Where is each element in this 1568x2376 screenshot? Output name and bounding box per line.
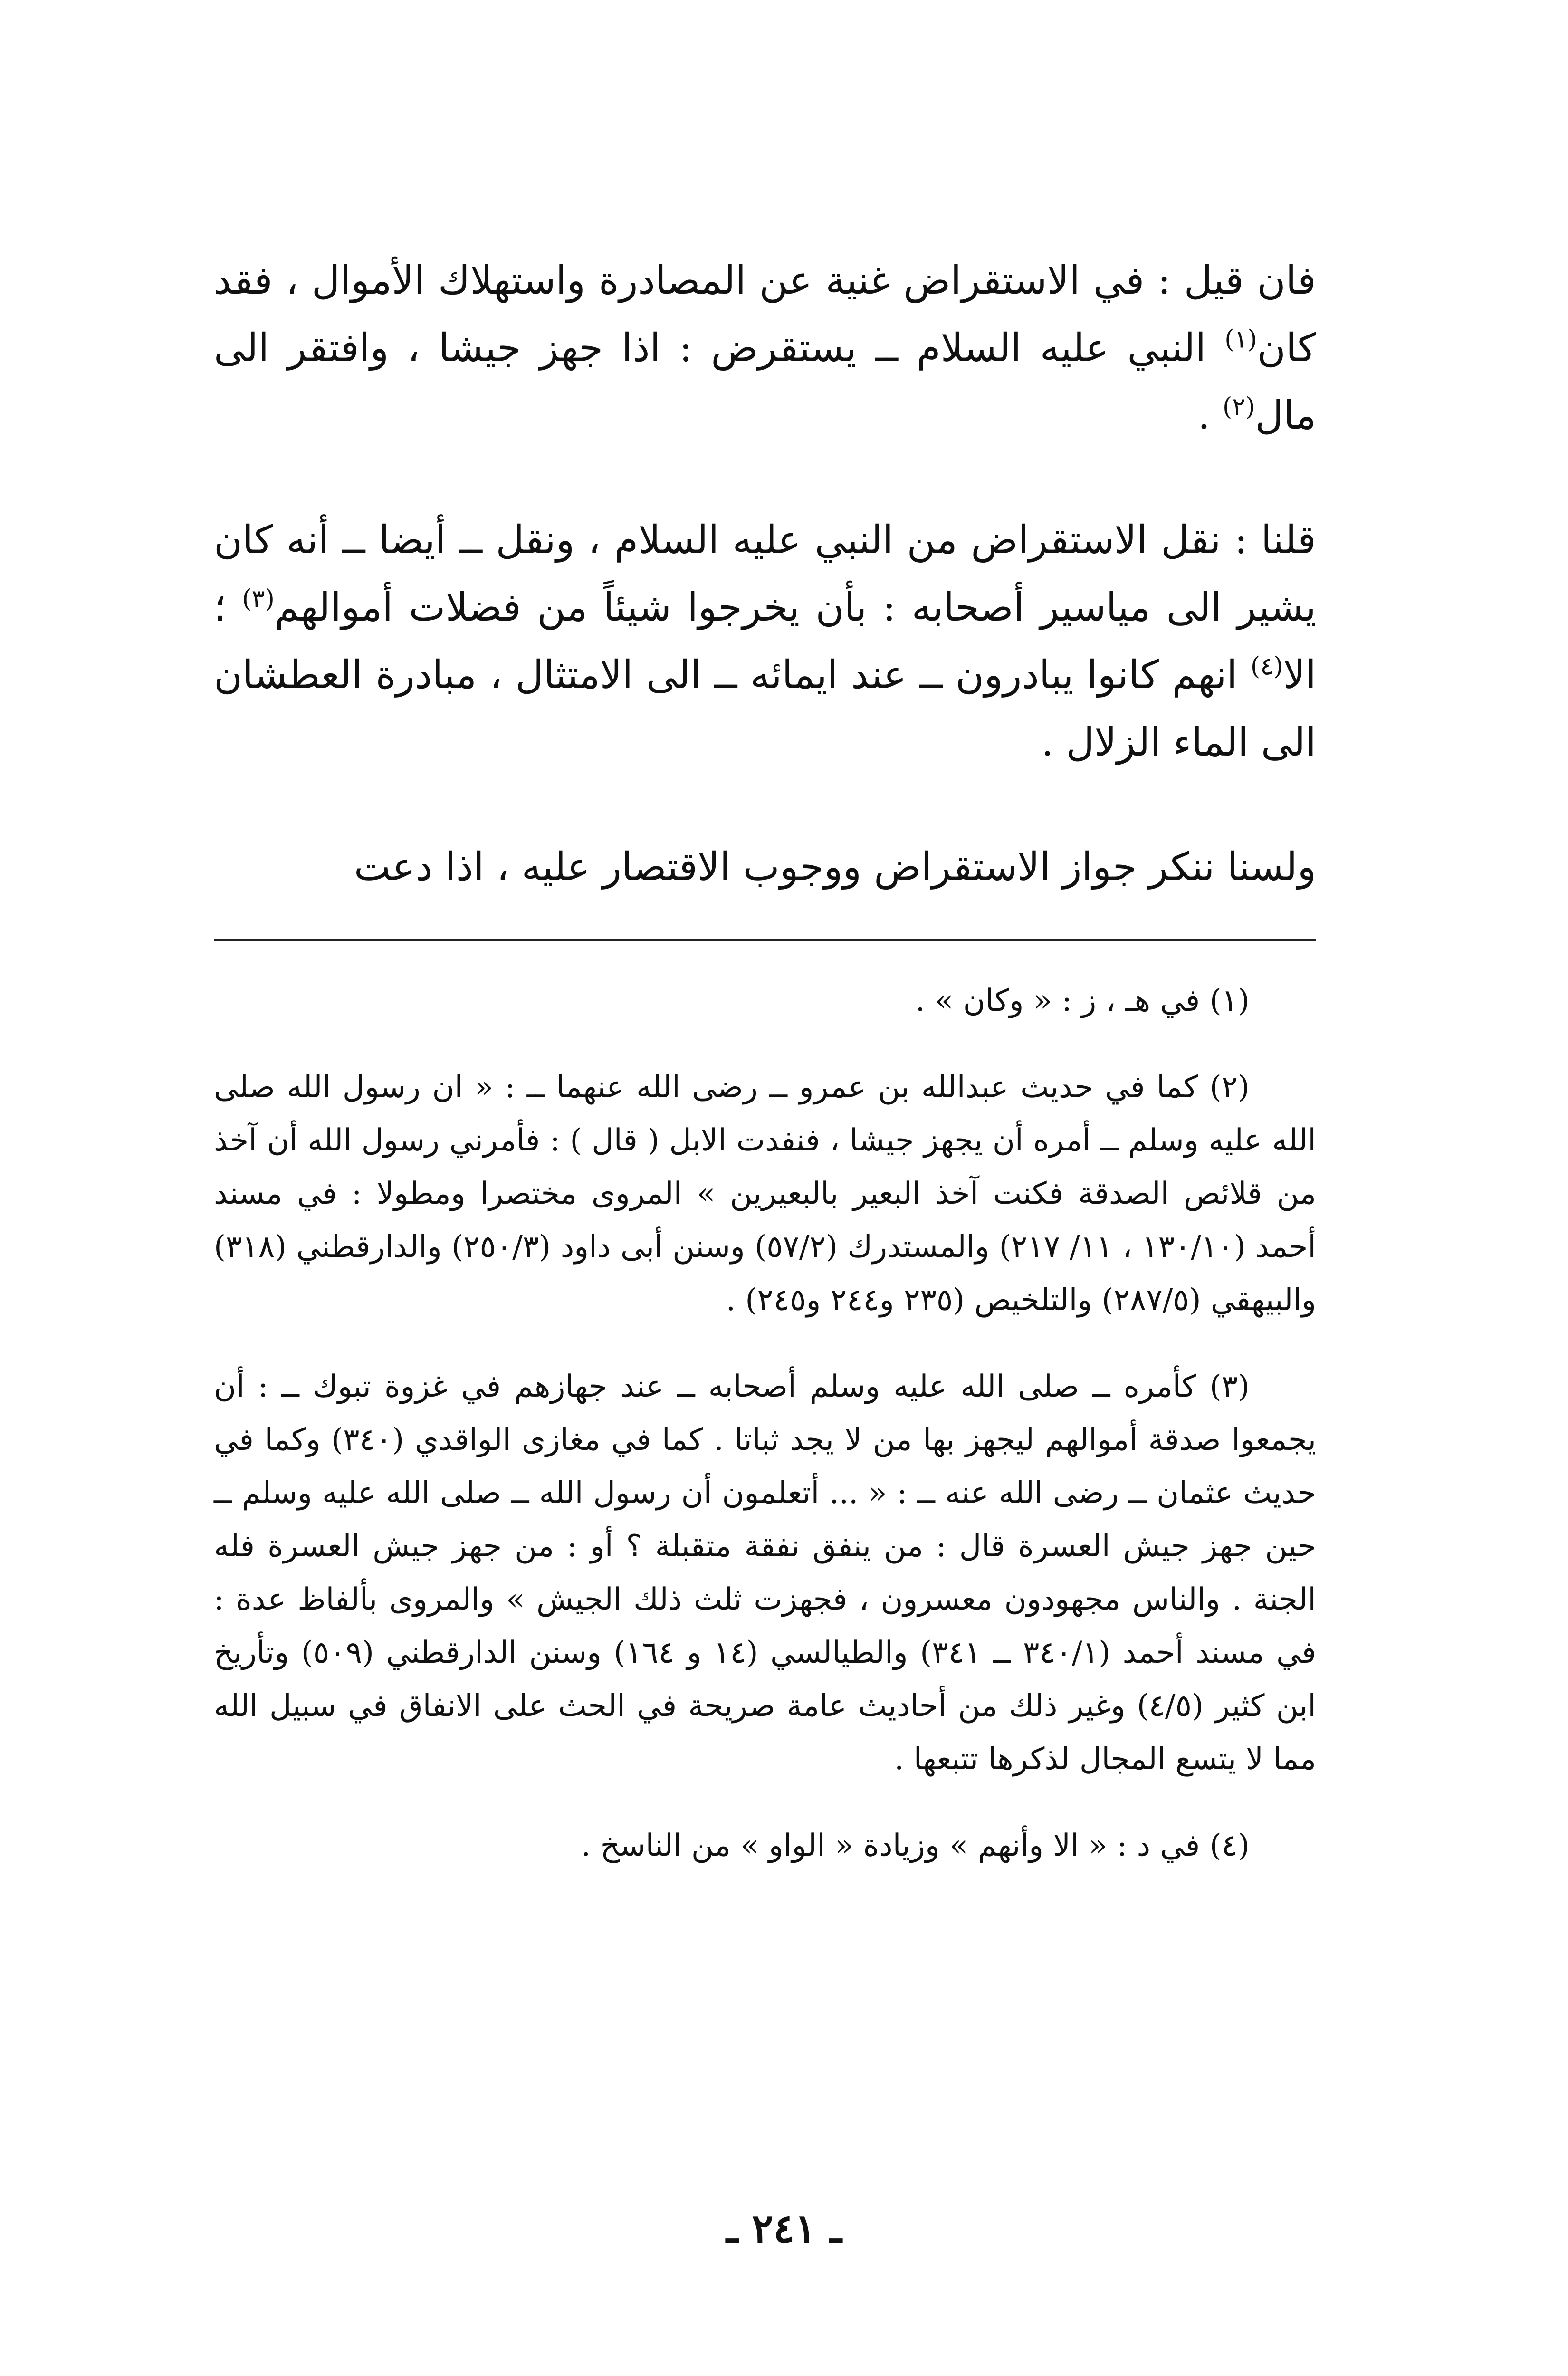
text-run: ؛ الا bbox=[214, 585, 1316, 698]
footnote-ref-3: (٣) bbox=[242, 584, 275, 613]
text-run: النبي عليه السلام ــ يستقرض : اذا جهز جيشا ، وافتقر الى مال bbox=[214, 326, 1316, 438]
text-run: فان قيل : في الاستقراض غنية عن المصادرة واستهلاك الأموال ، فقد كان bbox=[214, 258, 1316, 371]
paragraph-2 bbox=[214, 507, 1316, 776]
footnotes bbox=[214, 974, 1316, 1872]
footnote-ref-4: (٤) bbox=[1250, 652, 1283, 681]
paragraph-1 bbox=[214, 247, 1316, 450]
paragraph-3 bbox=[214, 834, 1316, 901]
footnote-ref-2: (٢) bbox=[1222, 393, 1255, 422]
text-run: قلنا : نقل الاستقراض من النبي عليه السلام ، ونقل ــ أيضا ــ أنه كان يشير الى مياسير أصحابه : بأن يخرجوا شيئاً من فضلات أموالهم bbox=[214, 517, 1316, 630]
text-run: . bbox=[1197, 393, 1223, 438]
footnote-ref-1: (١) bbox=[1224, 325, 1257, 354]
text-run: انهم كانوا يبادرون ــ عند ايمائه ــ الى الامتثال ، مبادرة العطشان الى الماء الزلال . bbox=[214, 652, 1316, 765]
footnote-4: (٤) في د : « الا وأنهم » وزيادة « الواو » من الناسخ . bbox=[581, 1828, 1250, 1863]
footnote-1: (١) في هـ ، ز : « وكان » . bbox=[915, 983, 1250, 1018]
page-number: ـ ٢٤١ ـ bbox=[726, 2205, 842, 2252]
footnote-3: (٣) كأمره ــ صلى الله عليه وسلم أصحابه ــ عند جهازهم في غزوة تبوك ــ : أن يجمعوا صدقة أموالهم ليجهز بها من لا يجد ثباتا . كما في مغازى الواقدي (٣٤٠) وكما في حديث عثمان ــ رضى الله عنه ــ : « ... أتعلمون أن رسول الله ــ صلى الله عليه وسلم ــ حين جهز جيش العسرة قال : من ينفق نفقة متقبلة ؟ أو : من جهز جيش العسرة فله الجنة . والناس مجهودون معسرون ، فجهزت ثلث ذلك الجيش » والمروى بألفاظ عدة : في مسند أحمد (٣٤٠/١ ــ ٣٤١) والطيالسي (١٤ و ١٦٤) وسنن الدارقطني (٥٠٩) وتأريخ ابن كثير (٤/٥) وغير ذلك من أحاديث عامة صريحة في الحث على الانفاق في سبيل الله مما لا يتسع المجال لذكرها تتبعها . bbox=[214, 1369, 1317, 1777]
main-text bbox=[214, 247, 1316, 901]
footnote-divider bbox=[214, 939, 1316, 941]
footnote-2: (٢) كما في حديث عبدالله بن عمرو ــ رضى الله عنهما ــ : « ان رسول الله صلى الله عليه وسلم ــ أمره أن يجهز جيشا ، فنفدت الابل ( قال ) : فأمرني رسول الله أن آخذ من قلائص الصدقة فكنت آخذ البعير بالبعيرين » المروى مختصرا ومطولا : في مسند أحمد (١٣٠/١٠ ، ١١/ ٢١٧) والمستدرك (٥٧/٢) وسنن أبى داود (٢٥٠/٣) والدارقطني (٣١٨) والبيهقي (٢٨٧/٥) والتلخيص (٢٣٥ و٢٤٤ و٢٤٥) . bbox=[214, 1070, 1317, 1318]
text-run: ولسنا ننكر جواز الاستقراض ووجوب الاقتصار عليه ، اذا دعت bbox=[354, 844, 1316, 890]
